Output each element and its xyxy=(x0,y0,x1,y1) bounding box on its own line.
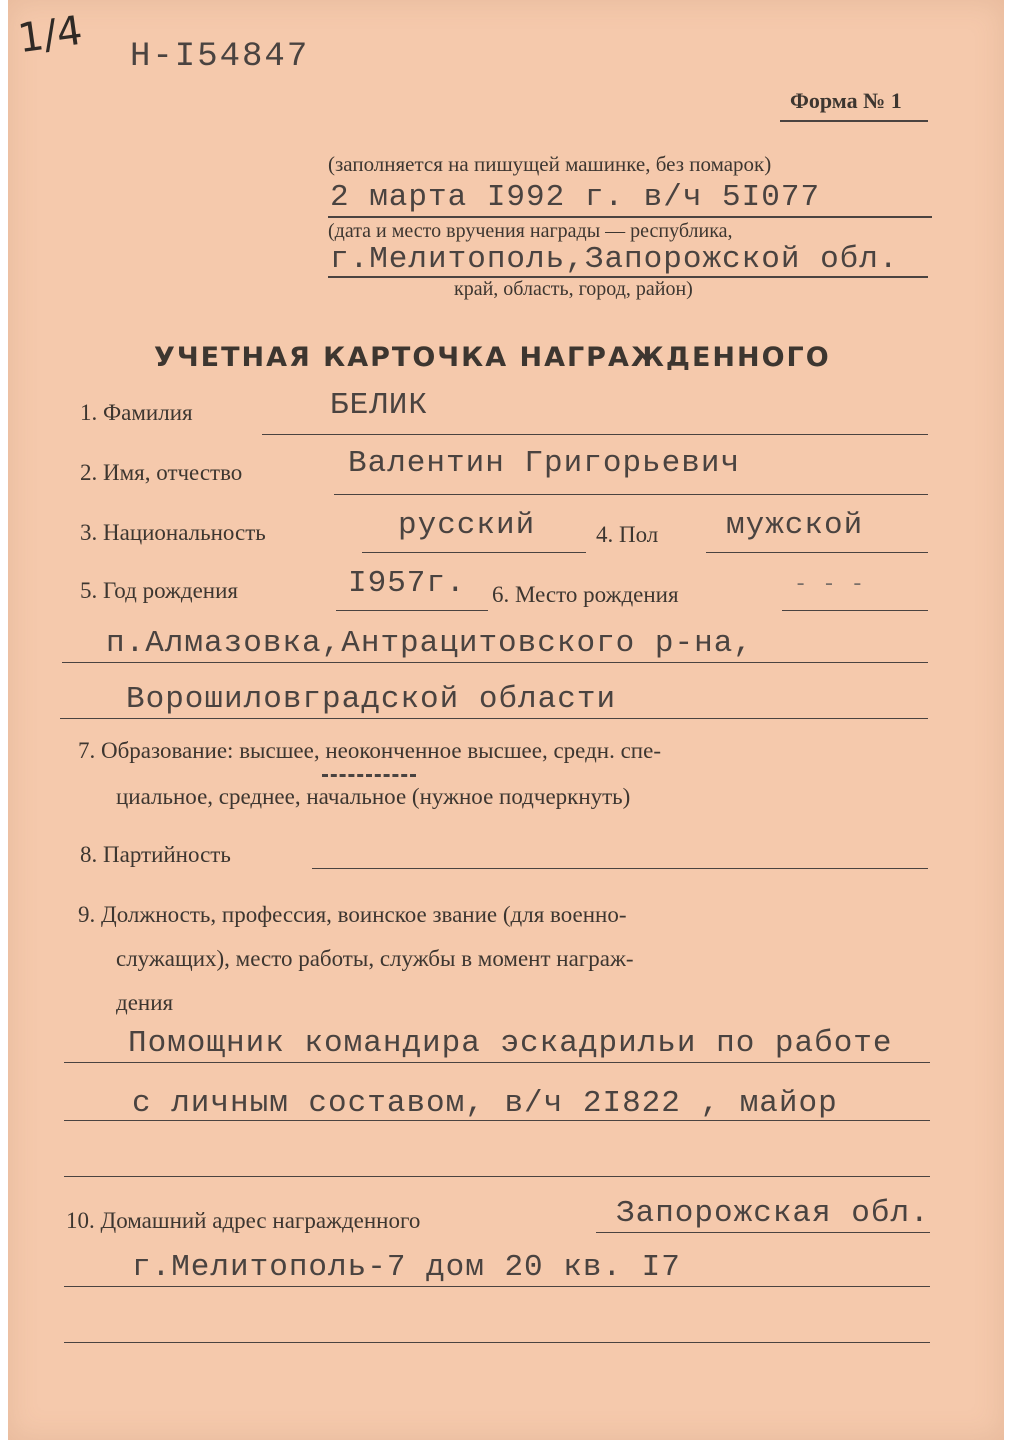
address-line2-underline xyxy=(64,1286,930,1287)
sex-label: 4. Пол xyxy=(596,522,659,547)
address-line1-underline xyxy=(596,1232,930,1233)
position-line3-underline xyxy=(64,1176,930,1177)
address-label: 10. Домашний адрес награжденного xyxy=(66,1208,421,1233)
birth-year-label: 5. Год рождения xyxy=(80,578,238,603)
position-label-line3: дения xyxy=(116,990,174,1015)
birth-year-value: I957г. xyxy=(348,566,466,601)
address-line3-underline xyxy=(64,1342,930,1343)
sex-value: мужской xyxy=(726,508,864,543)
birthplace-line2: Ворошиловградской области xyxy=(126,682,617,717)
education-selected-underline xyxy=(322,774,416,777)
award-date-place: 2 марта I992 г. в/ч 5I077 xyxy=(330,180,821,215)
award-caption-line1: (дата и место вручения награды — республика, xyxy=(328,220,733,242)
birthplace-underline xyxy=(782,610,928,611)
birthplace-dash: - - - xyxy=(794,572,866,597)
address-value-line2: г.Мелитополь-7 дом 20 кв. I7 xyxy=(132,1250,681,1285)
name-label: 2. Имя, отчество xyxy=(80,460,243,485)
nationality-underline xyxy=(362,552,586,553)
card-title: УЧЕТНАЯ КАРТОЧКА НАГРАЖДЕННОГО xyxy=(154,342,831,373)
award-caption-line2: край, область, город, район) xyxy=(454,278,693,300)
nationality-value: русский xyxy=(398,508,536,543)
nationality-label: 3. Национальность xyxy=(80,520,266,545)
party-label: 8. Партийность xyxy=(80,842,231,867)
birthplace-label: 6. Место рождения xyxy=(492,582,679,607)
position-value-line1: Помощник командира эскадрильи по работе xyxy=(128,1026,893,1061)
instruction-text: (заполняется на пишущей машинке, без помарок) xyxy=(328,152,772,176)
surname-underline xyxy=(262,434,928,435)
surname-value: БЕЛИК xyxy=(330,388,429,423)
name-underline xyxy=(334,494,928,495)
party-underline xyxy=(312,868,928,869)
position-line2-underline xyxy=(64,1120,930,1121)
birthplace-line2-underline xyxy=(60,718,928,719)
form-number: Форма № 1 xyxy=(790,88,902,113)
form-number-underline xyxy=(780,120,928,122)
fraction-mark: 1/4 xyxy=(15,7,86,63)
sex-underline xyxy=(706,552,928,553)
address-value-line1: Запорожская обл. xyxy=(616,1196,930,1231)
birth-year-underline xyxy=(336,610,488,611)
position-label-line1: 9. Должность, профессия, воинское звание (для военно- xyxy=(78,902,627,927)
position-line1-underline xyxy=(64,1062,930,1063)
award-record-card xyxy=(8,0,1004,1440)
award-date-underline xyxy=(328,216,932,218)
education-line2: циальное, среднее, начальное (нужное подчеркнуть) xyxy=(116,784,631,809)
name-value: Валентин Григорьевич xyxy=(348,446,741,481)
position-value-line2: с личным составом, в/ч 2I822 , майор xyxy=(132,1086,838,1121)
serial-number: Н-I54847 xyxy=(130,38,310,76)
birthplace-line1-underline xyxy=(62,662,928,663)
surname-label: 1. Фамилия xyxy=(80,400,193,425)
award-location: г.Мелитополь,Запорожской обл. xyxy=(330,242,899,277)
position-label-line2: служащих), место работы, службы в момент награж- xyxy=(116,946,634,971)
birthplace-line1: п.Алмазовка,Антрацитовского р-на, xyxy=(106,626,753,661)
education-line1: 7. Образование: высшее, неоконченное высшее, средн. спе- xyxy=(78,738,661,763)
